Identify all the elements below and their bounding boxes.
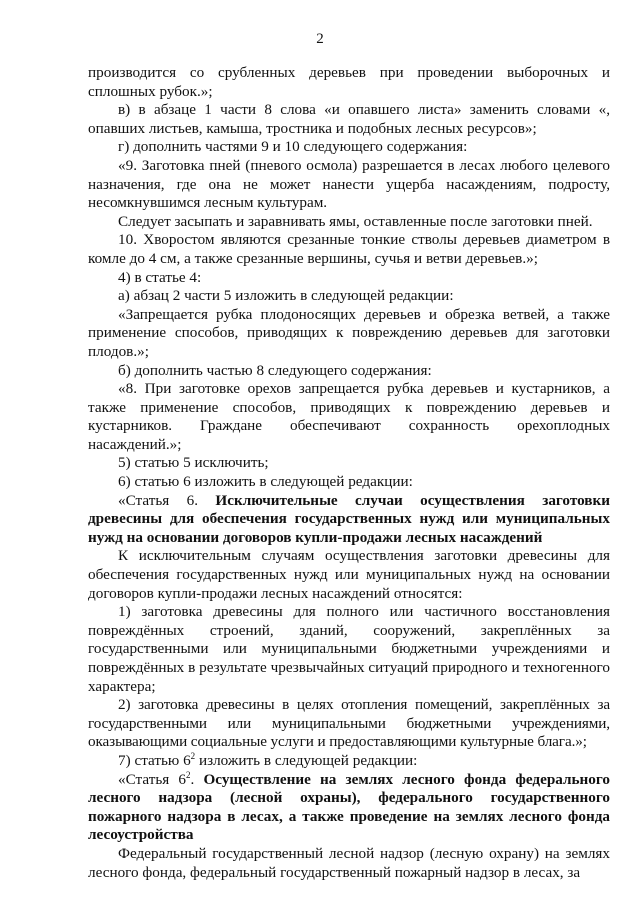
paragraph-item-6: 6) статью 6 изложить в следующей редакции: — [118, 473, 413, 491]
page-number: 2 — [316, 31, 324, 47]
paragraph-item-g: г) дополнить частями 9 и 10 следующего содержания: — [118, 138, 468, 156]
paragraph-item-a: а) абзац 2 части 5 изложить в следующей редакции: — [118, 287, 454, 305]
paragraph-item-4: 4) в статье 4: — [118, 268, 202, 286]
document-body — [88, 64, 610, 882]
list-item-1: 1) заготовка древесины для полного или частичного восстановления повреждённых строений, зданий, сооружений, закреплённых за государственными или муниципальными бюджетными учреждениями и повреждённых в результате чрезвычайных ситуаций природного и техногенного характера; — [88, 603, 610, 695]
paragraph-part-9: «9. Заготовка пней (пневого осмола) разрешается в лесах любого целевого назначения, где она не может нанести ущерба насаждениям, подросту, несомкнувшимся лесным культурам. — [88, 156, 610, 212]
paragraph-pits: Следует засыпать и заравнивать ямы, оставленные после заготовки пней. — [118, 212, 593, 230]
paragraph-item-b: б) дополнить частью 8 следующего содержания: — [118, 361, 432, 379]
article-6-title: Исключительные случаи осуществления заготовки древесины для обеспечения государственных нужд или муниципальных нужд на основании договоров купли-продажи лесных насаждений — [88, 491, 610, 546]
paragraph-part-8: «8. При заготовке орехов запрещается рубка деревьев и кустарников, а также применение способов, приводящих к повреждению деревьев и кустарников. Граждане обеспечивают сохранность орехоплодных насаждений.»; — [88, 380, 610, 453]
paragraph-fruit-ban: «Запрещается рубка плодоносящих деревьев и обрезка ветвей, а также применение способов, приводящих к повреждению деревьев для заготовки плодов.»; — [88, 305, 610, 360]
paragraph-continuation: производится со срубленных деревьев при проведении выборочных и сплошных рубок.»; — [88, 64, 610, 100]
paragraph-exceptional-cases: К исключительным случаям осуществления заготовки древесины для обеспечения государственных нужд или муниципальных нужд на основании договоров купли-продажи лесных насаждений относятся: — [88, 547, 610, 602]
article-6-heading — [88, 492, 610, 548]
article-6-2-heading: «Статья $6^2$. Осуществление на землях лесного фонда федерального лесного надзора (лесной охраны), федерального государственного пожарного надзора в лесах, а также проведение на землях лесного фонда лесоустройства — [88, 769, 611, 844]
list-item-2: 2) заготовка древесины в целях отопления помещений, закреплённых за государственными или муниципальными бюджетными учреждениями, оказывающими социальные услуги и предоставляющими культурные блага.»; — [88, 696, 610, 751]
item-7-superscript: 2 — [190, 750, 196, 761]
paragraph-part-10: 10. Хворостом являются срезанные тонкие стволы деревьев диаметром в комле до 4 см, а также срезанные вершины, сучья и ветви деревьев.»; — [88, 231, 610, 267]
item-7-part-b: изложить в следующей редакции: — [198, 751, 418, 769]
paragraph-item-5: 5) статью 5 исключить; — [118, 454, 269, 472]
article-6-2-prefix: «Статья 6 — [118, 770, 187, 788]
article-6-2-title: Осуществление на землях лесного фонда федерального лесного надзора (лесной охраны), федерального государственного пожарного надзора в лесах, а также проведение на землях лесного фонда лесоустройства — [88, 770, 611, 844]
article-6-2-superscript: 2 — [186, 769, 191, 780]
paragraph-item-7 — [88, 752, 610, 771]
paragraph-federal-supervision: Федеральный государственный лесной надзор (лесную охрану) на землях лесного фонда, федеральный государственный пожарный надзор в лесах, за — [88, 844, 610, 881]
paragraph-item-v: в) в абзаце 1 части 8 слова «и опавшего листа» заменить словами «, опавших листьев, камыша, тростника и подобных лесных ресурсов»; — [88, 101, 610, 137]
item-7-part-a: 7) статью 6 — [118, 751, 191, 769]
article-6-prefix: «Статья 6. — [118, 491, 199, 509]
